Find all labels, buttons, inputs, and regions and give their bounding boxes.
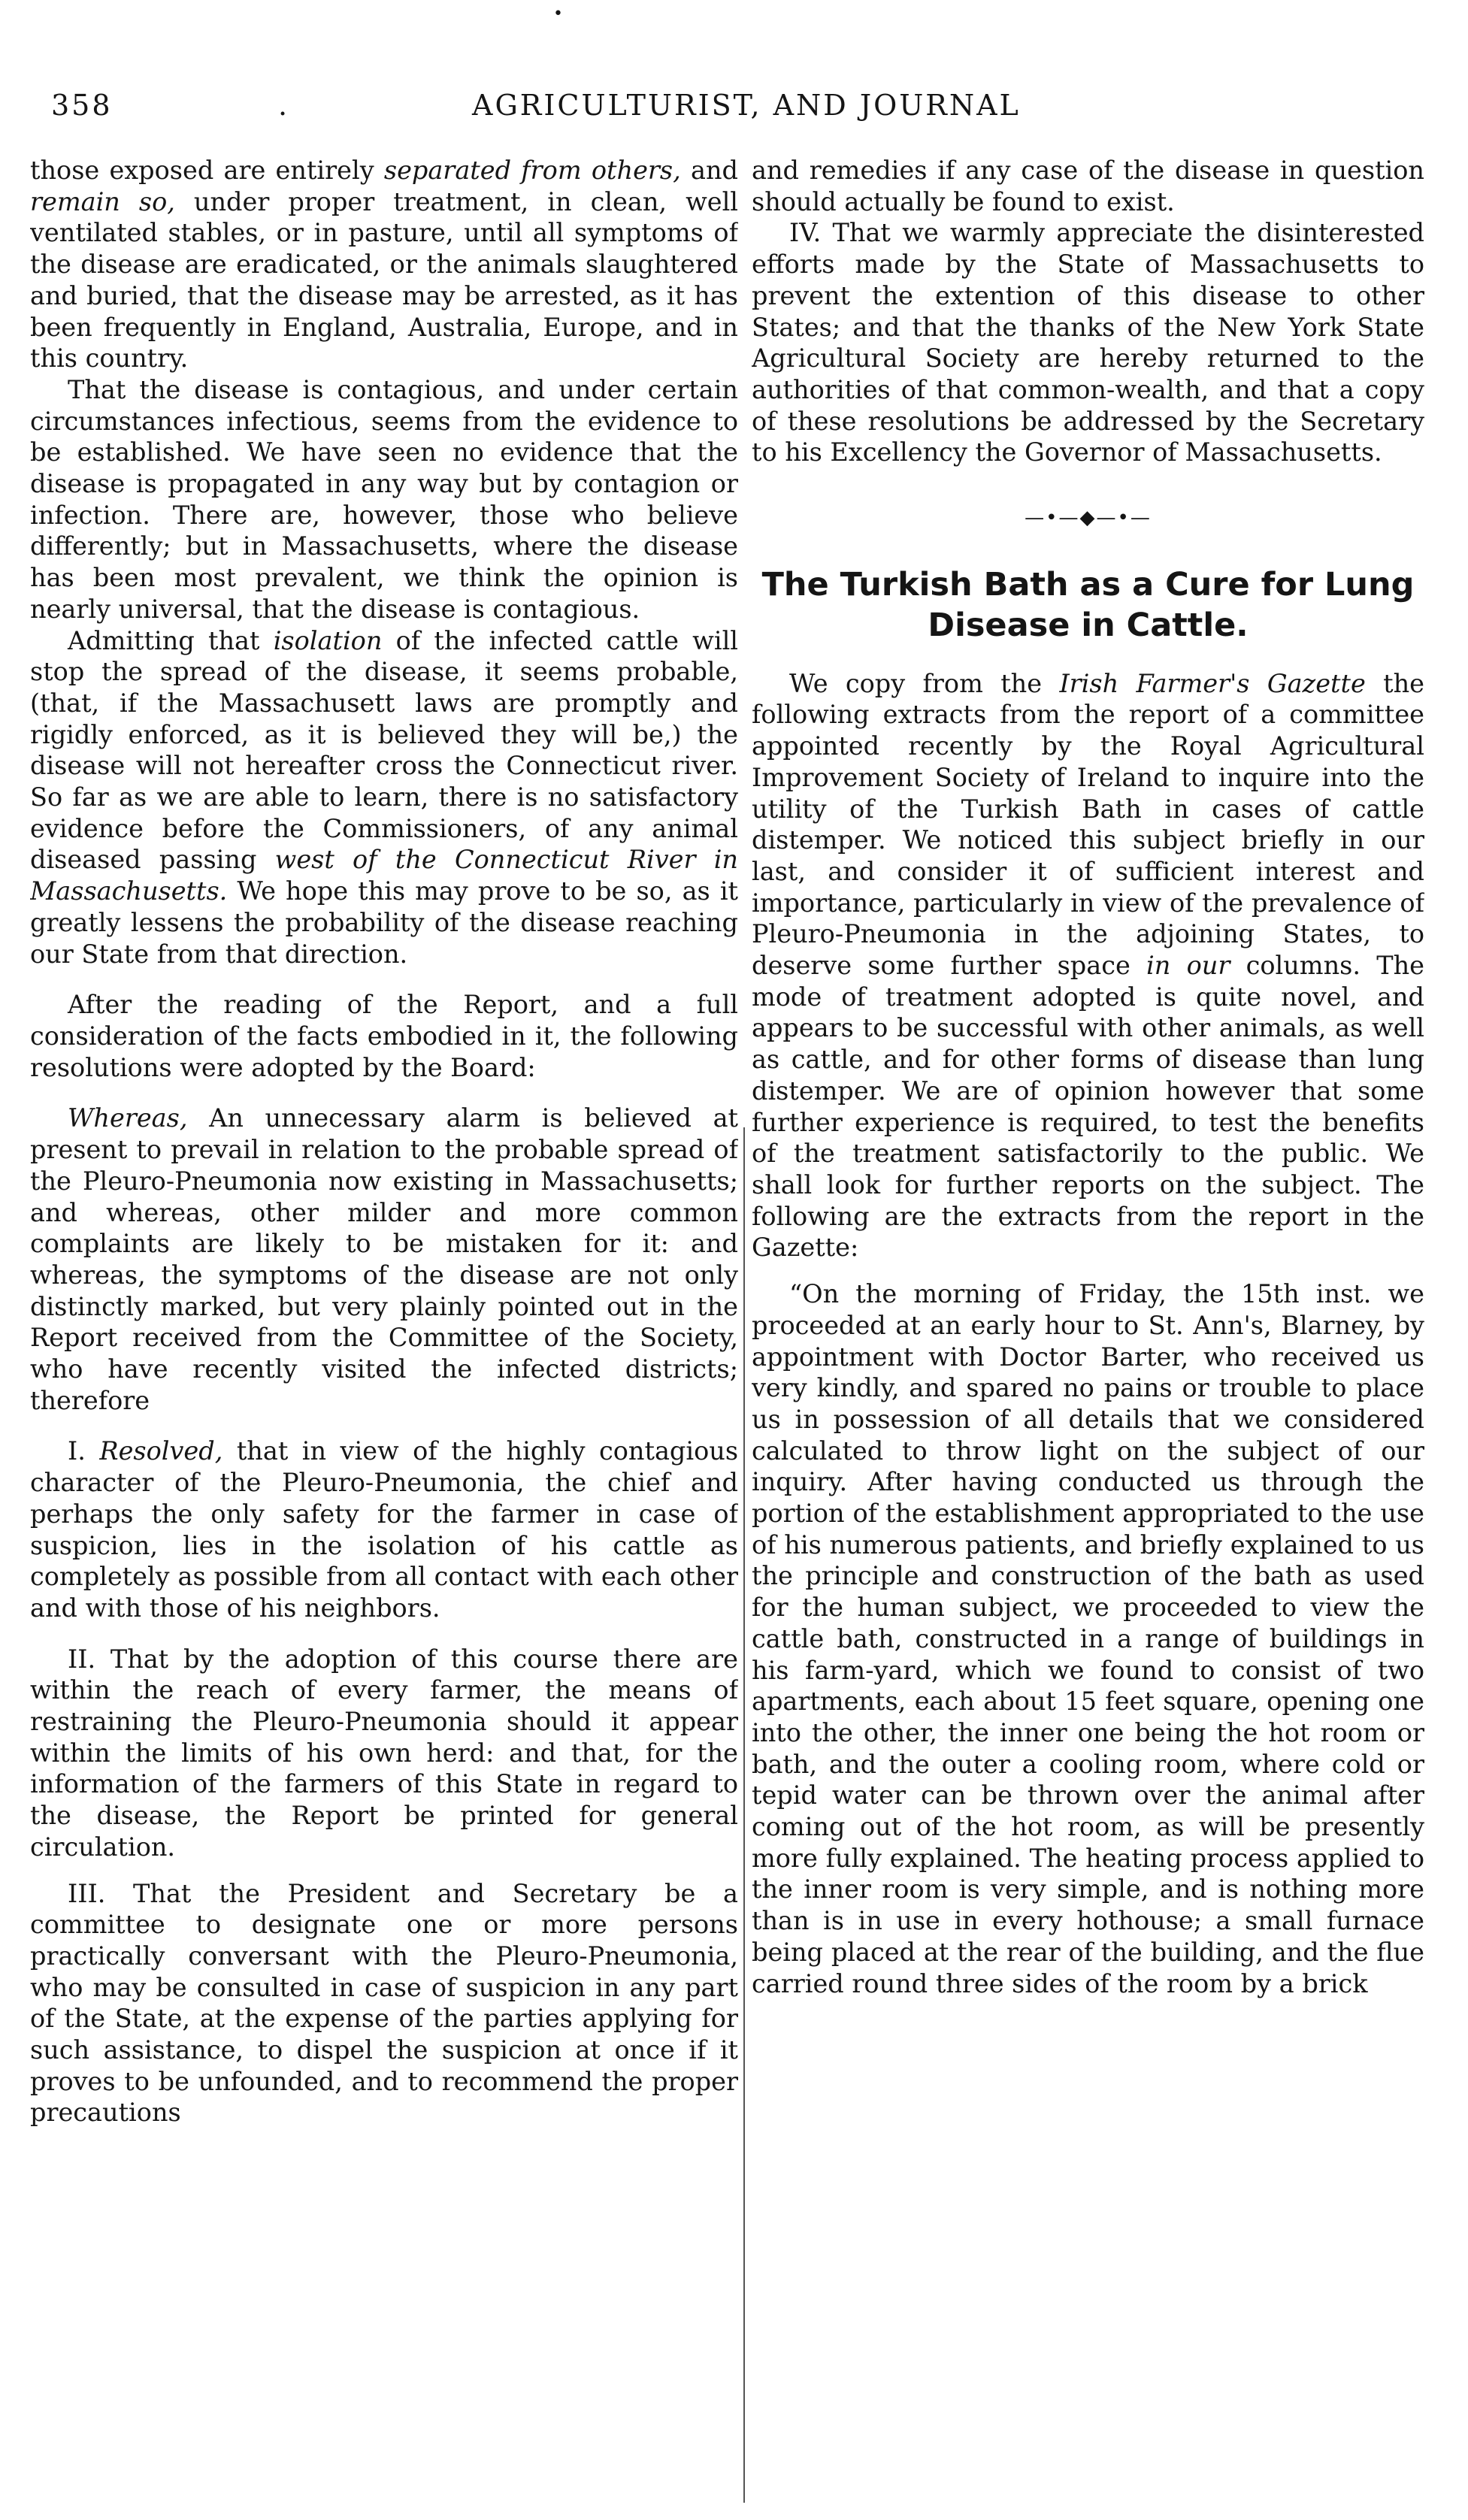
- paragraph-whereas: Whereas, An unnecessary alarm is believed at present to prevail in relation to the probable spread of the Pleuro-Pneumonia now existing in Massachusetts; and whereas, other milder and more common complaints are likely to be mistaken for it: and whereas, the symptoms of the disease are not only distinctly marked, but very plainly pointed out in the Report received from the Committee of the Society, who have recently visited the infected districts; therefore: [30, 1103, 738, 1415]
- publication-title: AGRICULTURIST, AND JOURNAL: [472, 89, 1021, 122]
- section-ornament: —•—◆—•—: [1025, 507, 1152, 530]
- paragraph-remedies-continued: and remedies if any case of the disease in question should actually be found to exist.: [752, 156, 1424, 216]
- print-speck: •: [553, 5, 563, 23]
- paragraph-admitting-isolation: Admitting that isolation of the infected cattle will stop the spread of the disease, it seems probable, (that, if the Massachusett laws are promptly and rigidly enforced, as it is believed they will be,) the disease will not hereafter cross the Connecticut river. So far as we are able to learn, there is no satisfactory evidence before the Commissioners, of any animal diseased passing west of the Connecticut River in Massachusetts. We hope this may prove to be so, as it greatly lessens the probability of the disease reaching our State from that direction.: [30, 625, 738, 969]
- resolution-one: I. Resolved, that in view of the highly contagious character of the Pleuro-Pneumonia, the chief and perhaps the only safety for the farmer in case of suspicion, lies in the isolation of his cattle as completely as possible from all contact with each other and with those of his neighbors.: [30, 1436, 738, 1623]
- left-column: [30, 155, 738, 2492]
- page-number: 358: [51, 89, 113, 122]
- resolution-three: III. That the President and Secretary be a committee to designate one or more persons practically conversant with the Pleuro-Pneumonia, who may be consulted in case of suspicion in any part of the State, at the expense of the parties applying for such assistance, to dispel the suspicion at once if it proves to be unfounded, and to recommend the proper precautions: [30, 1878, 738, 2128]
- paragraph-isolation-continued: those exposed are entirely separated from others, and remain so, under proper treatment, in clean, well ventilated stables, or in pasture, until all symptoms of the disease are eradicated, or the animals slaughtered and buried, that the disease may be arrested, as it has been frequently in England, Australia, Europe, and in this country.: [30, 156, 738, 374]
- paragraph-irish-farmers-gazette: We copy from the Irish Farmer's Gazette the following extracts from the report of a committee appointed recently by the Royal Agricultural Improvement Society of Ireland to inquire into the utility of the Turkish Bath in cases of cattle distemper. We noticed this subject briefly in our last, and consider it of sufficient interest and importance, particularly in view of the prevalence of Pleuro-Pneumonia in the adjoining States, to deserve some further space in our columns. The mode of treatment adopted is quite novel, and appears to be successful with other animals, as well as cattle, and for other forms of disease than lung distemper. We are of opinion however that some further experience is required, to test the benefits of the treatment satisfactorily to the public. We shall look for further reports on the subject. The following are the extracts from the report in the Gazette:: [752, 668, 1424, 1263]
- resolution-two: II. That by the adoption of this course there are within the reach of every farmer, the means of restraining the Pleuro-Pneumonia should it appear within the limits of his own herd: and that, for the information of the farmers of this State in regard to the disease, the Report be printed for general circulation.: [30, 1644, 738, 1862]
- header-separator: .: [278, 89, 290, 122]
- right-column: [752, 155, 1424, 2492]
- paragraph-after-reading: After the reading of the Report, and a full consideration of the facts embodied in it, the following resolutions were adopted by the Board:: [30, 990, 738, 1082]
- paragraph-contagious: That the disease is contagious, and under certain circumstances infectious, seems from the evidence to be established. We have seen no evidence that the disease is propagated in any way but by contagion or infection. There are, however, those who believe differently; but in Massachusetts, where the disease has been most prevalent, we think the opinion is nearly universal, that the disease is contagious.: [30, 374, 738, 624]
- column-divider: [743, 1127, 745, 2503]
- page-header: [30, 89, 1443, 134]
- paragraph-report-extract: “On the morning of Friday, the 15th inst. we proceeded at an early hour to St. Ann's, Blarney, by appointment with Doctor Barter, who received us very kindly, and spared no pains or trouble to place us in possession of all details that we considered calculated to throw light on the subject of our inquiry. After having conducted us through the portion of the establishment appropriated to the use of his numerous patients, and briefly explained to us the principle and construction of the bath as used for the human subject, we proceeded to view the cattle bath, constructed in a range of buildings in his farm-yard, which we found to consist of two apartments, each about 15 feet square, opening one into the other, the inner one being the hot room or bath, and the outer a cooling room, where cold or tepid water can be thrown over the animal after coming out of the hot room, as will be presently more fully explained. The heating process applied to the inner room is very simple, and is nothing more than is in use in every hothouse; a small furnace being placed at the rear of the building, and the flue carried round three sides of the room by a brick: [752, 1279, 1424, 1998]
- article-title: The Turkish Bath as a Cure for Lung Disease in Cattle.: [761, 565, 1415, 644]
- resolution-four: IV. That we warmly appreciate the disinterested efforts made by the State of Massachusetts to prevent the extention of this disease to other States; and that the thanks of the New York State Agricultural Society are hereby returned to the authorities of that common-wealth, and that a copy of these resolutions be addressed by the Secretary to his Excellency the Governor of Massachusetts.: [752, 218, 1424, 467]
